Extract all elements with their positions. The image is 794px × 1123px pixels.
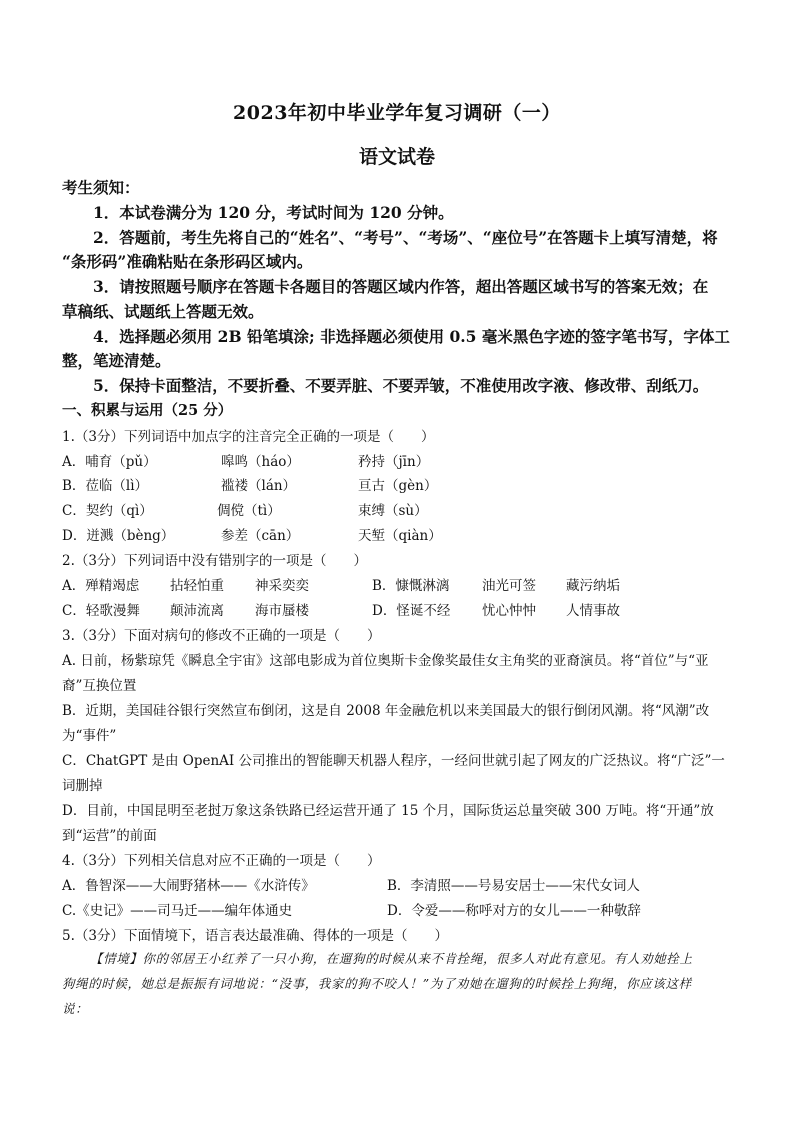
notice-line: 草稿纸、试题纸上答题无效。 — [62, 302, 264, 321]
option-c: C.《史记》——司马迁——编年体通史 — [62, 903, 293, 919]
notice-line: 整，笔迹清楚。 — [62, 351, 171, 370]
option-b-word: 藏污纳垢 — [566, 578, 620, 594]
question-stem: 4.（3分）下列相关信息对应不正确的一项是（ ） — [62, 853, 381, 869]
option-d-word: 天堑（qiàn） — [358, 528, 442, 544]
option-b: B．莅临（lì） — [62, 478, 149, 494]
option-a-word: 神采奕奕 — [255, 578, 309, 594]
question-stem: 3.（3分）下面对病句的修改不正确的一项是（ ） — [62, 628, 381, 644]
notice-line: 5．保持卡面整洁，不要折叠、不要弄脏、不要弄皱，不准使用改字液、修改带、刮纸刀。 — [93, 376, 709, 395]
option-a: A．哺育（pǔ） — [62, 454, 157, 470]
option-a-word: 嗥鸣（háo） — [221, 454, 300, 470]
exam-subtitle: 语文试卷 — [358, 146, 435, 168]
option-d-word: 忧心忡忡 — [482, 603, 536, 619]
notice-line: 3．请按照题号顺序在答题卡各题目的答题区域内作答，超出答题区域书写的答案无效；在 — [93, 277, 709, 296]
option-b-word: 褴褛（lán） — [221, 478, 297, 494]
notice-line: 4．选择题必须用 2B 铅笔填涂; 非选择题必须使用 0.5 毫米黑色字迹的签字笔书写，字体工 — [93, 327, 730, 346]
option-b-cont: 为“事件” — [62, 728, 117, 744]
question-stem: 1.（3分）下列词语中加点字的注音完全正确的一项是（ ） — [62, 429, 435, 445]
option-c-word: 束缚（sù） — [358, 503, 428, 519]
option-d-word: 人情事故 — [566, 603, 620, 619]
notice-heading: 考生须知： — [62, 178, 140, 197]
option-a-word: 矜持（jīn） — [358, 454, 430, 470]
option-b: B．近期，美国硅谷银行突然宣布倒闭，这是自 2008 年金融危机以来美国最大的银行倒闭风潮。将“风潮”改 — [62, 703, 710, 719]
option-b: B．李清照——号易安居士——宋代女词人 — [387, 878, 640, 894]
option-b-word: 亘古（gèn） — [358, 478, 438, 494]
option-c-word: 海市蜃楼 — [255, 603, 309, 619]
option-c: C．ChatGPT 是由 OpenAI 公司推出的智能聊天机器人程序，一经问世就引起了网友的广泛热议。将“广泛”一 — [62, 753, 725, 769]
situation-text: 【情境】你的邻居王小红养了一只小狗，在遛狗的时候从来不肯拴绳，很多人对此有意见。有人劝她拴上 — [90, 951, 693, 966]
section-heading: 一、积累与运用（25 分） — [62, 402, 233, 419]
question-stem: 2.（3分）下列词语中没有错别字的一项是（ ） — [62, 553, 367, 569]
option-d-cont: 到“运营”的前面 — [62, 828, 157, 844]
option-a-word: 拈轻怕重 — [170, 578, 224, 594]
option-d: D．怪诞不经 — [372, 603, 451, 619]
notice-line: 2．答题前，考生先将自己的“姓名”、“考号”、“考场”、“座位号”在答题卡上填写清楚，将 — [93, 228, 718, 247]
option-c: C．轻歌漫舞 — [62, 603, 140, 619]
situation-text: 狗绳的时候，她总是振振有词地说：“没事，我家的狗不咬人！”为了劝她在遛狗的时候拴上狗绳，你应该这样 — [62, 976, 692, 991]
option-a: A．殚精竭虑 — [62, 578, 140, 594]
option-d: D．目前，中国昆明至老挝万象这条铁路已经运营开通了 15 个月，国际货运总量突破 300 万吨。将“开通”放 — [62, 803, 714, 819]
option-d: D．迸溅（bèng） — [62, 528, 175, 544]
option-a-cont: 裔”互换位置 — [62, 678, 137, 694]
option-d: D．令爱——称呼对方的女儿——一种敬辞 — [387, 903, 641, 919]
option-b: B．慷慨淋漓 — [372, 578, 450, 594]
option-c-cont: 词删掉 — [62, 778, 103, 794]
option-c-word: 颠沛流离 — [170, 603, 224, 619]
option-b-word: 油光可签 — [482, 578, 536, 594]
option-c-word: 倜傥（tì） — [217, 503, 281, 519]
situation-text: 说： — [62, 1001, 89, 1016]
option-a: A．鲁智深——大闹野猪林——《水浒传》 — [62, 878, 315, 894]
question-stem: 5.（3分）下面情境下，语言表达最准确、得体的一项是（ ） — [62, 928, 448, 944]
option-d-word: 参差（cān） — [221, 528, 300, 544]
option-a: A. 日前，杨紫琼凭《瞬息全宇宙》这部电影成为首位奥斯卡金像奖最佳女主角奖的亚裔演员。将“首位”与“亚 — [62, 653, 709, 669]
option-c: C．契约（qì） — [62, 503, 153, 519]
exam-title: 2023年初中毕业学年复习调研（一） — [233, 102, 561, 124]
notice-line: “条形码”准确粘贴在条形码区域内。 — [62, 252, 313, 271]
notice-line: 1．本试卷满分为 120 分，考试时间为 120 分钟。 — [93, 203, 454, 222]
